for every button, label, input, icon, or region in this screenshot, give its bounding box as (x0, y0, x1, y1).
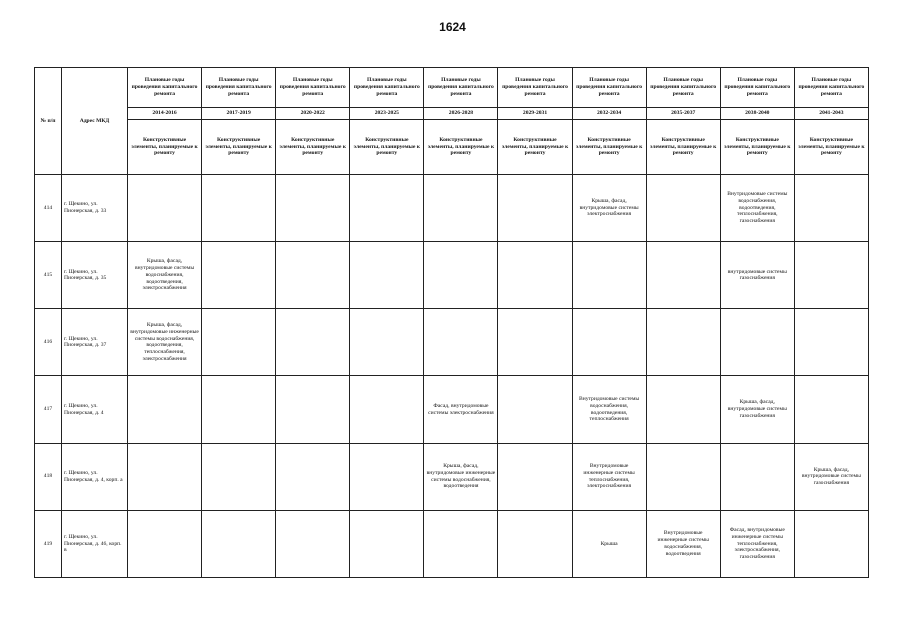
work-cell: Внутридомовые инженерные системы водоснабжения, водоотведения (646, 510, 720, 577)
period-years: 2038-2040 (720, 108, 794, 120)
works-label: Конструктивные элементы, планируемые к ремонту (202, 120, 276, 175)
work-cell (276, 443, 350, 510)
period-title: Плановые годы проведения капитального ремонта (424, 68, 498, 108)
page-number: 1624 (439, 20, 466, 34)
period-years: 2026-2028 (424, 108, 498, 120)
work-cell (202, 309, 276, 376)
row-address: г. Щекино, ул. Пионерская, д. 4 (62, 376, 128, 443)
work-cell (424, 309, 498, 376)
work-cell (646, 376, 720, 443)
row-number: 417 (35, 376, 62, 443)
work-cell (202, 376, 276, 443)
period-title: Плановые годы проведения капитального ремонта (646, 68, 720, 108)
row-number: 416 (35, 309, 62, 376)
work-cell (350, 242, 424, 309)
works-label: Конструктивные элементы, планируемые к ремонту (498, 120, 572, 175)
row-address: г. Щекино, ул. Пионерская, д. 4, корп. а (62, 443, 128, 510)
works-label: Конструктивные элементы, планируемые к ремонту (424, 120, 498, 175)
work-cell (424, 242, 498, 309)
row-number: 419 (35, 510, 62, 577)
work-cell (350, 510, 424, 577)
works-label: Конструктивные элементы, планируемые к ремонту (794, 120, 868, 175)
work-cell (794, 510, 868, 577)
table-body (35, 175, 869, 578)
table-row (35, 309, 869, 376)
work-cell: Крыша, фасад, внутридомовые инженерные системы водоснабжения, водоотведения (424, 443, 498, 510)
work-cell: Внутридомовые системы водоснабжения, водоотведения, теплоснабжения, газоснабжения (720, 175, 794, 242)
header-row-years (35, 108, 869, 120)
work-cell (128, 443, 202, 510)
work-cell (498, 443, 572, 510)
work-cell: Крыша (572, 510, 646, 577)
period-title: Плановые годы проведения капитального ремонта (498, 68, 572, 108)
work-cell (498, 309, 572, 376)
work-cell: Крыша, фасад, внутридомовые системы газоснабжения (720, 376, 794, 443)
works-label: Конструктивные элементы, планируемые к ремонту (276, 120, 350, 175)
work-cell: Крыша, фасад, внутридомовые системы водоснабжения, водоотведения, электроснабжения (128, 242, 202, 309)
work-cell (202, 242, 276, 309)
period-years: 2032-2034 (572, 108, 646, 120)
works-label: Конструктивные элементы, планируемые к ремонту (350, 120, 424, 175)
work-cell (128, 376, 202, 443)
work-cell: Фасад, внутридомовые системы электроснабжения (424, 376, 498, 443)
work-cell (128, 510, 202, 577)
work-cell (720, 309, 794, 376)
header-row-works (35, 120, 869, 175)
row-address: г. Щекино, ул. Пионерская, д. 46, корп. в (62, 510, 128, 577)
work-cell: Внутридомовые инженерные системы теплоснабжения, электроснабжения (572, 443, 646, 510)
work-cell: Крыша, фасад, внутридомовые системы газоснабжения (794, 443, 868, 510)
table-row (35, 242, 869, 309)
works-label: Конструктивные элементы, планируемые к ремонту (572, 120, 646, 175)
period-years: 2029-2031 (498, 108, 572, 120)
work-cell (646, 309, 720, 376)
work-cell (794, 376, 868, 443)
work-cell (646, 175, 720, 242)
row-number: 414 (35, 175, 62, 242)
period-years: 2035-2037 (646, 108, 720, 120)
work-cell (128, 175, 202, 242)
work-cell (498, 510, 572, 577)
row-number: 415 (35, 242, 62, 309)
period-years: 2023-2025 (350, 108, 424, 120)
row-address: г. Щекино, ул. Пионерская, д. 35 (62, 242, 128, 309)
period-years: 2041-2043 (794, 108, 868, 120)
work-cell (720, 443, 794, 510)
table-row (35, 443, 869, 510)
period-years: 2020-2022 (276, 108, 350, 120)
work-cell (646, 242, 720, 309)
work-cell (350, 175, 424, 242)
work-cell (350, 443, 424, 510)
period-title: Плановые годы проведения капитального ремонта (720, 68, 794, 108)
capital-repair-table (34, 67, 869, 578)
works-label: Конструктивные элементы, планируемые к ремонту (720, 120, 794, 175)
period-years: 2017-2019 (202, 108, 276, 120)
work-cell (424, 510, 498, 577)
work-cell (202, 175, 276, 242)
table-row (35, 376, 869, 443)
table-row (35, 510, 869, 577)
work-cell: внутридомовые системы газоснабжения (720, 242, 794, 309)
works-label: Конструктивные элементы, планируемые к ремонту (646, 120, 720, 175)
work-cell (276, 242, 350, 309)
period-title: Плановые годы проведения капитального ремонта (572, 68, 646, 108)
work-cell (276, 510, 350, 577)
work-cell (276, 376, 350, 443)
row-address: г. Щекино, ул. Пионерская, д. 37 (62, 309, 128, 376)
row-address: г. Щекино, ул. Пионерская, д. 33 (62, 175, 128, 242)
period-years: 2014-2016 (128, 108, 202, 120)
table-row (35, 175, 869, 242)
work-cell: Крыша, фасад, внутридомовые системы электроснабжения (572, 175, 646, 242)
work-cell (794, 309, 868, 376)
work-cell: Фасад, внутридомовые инженерные системы теплоснабжения, электроснабжения, газоснабжения (720, 510, 794, 577)
header-row-titles (35, 68, 869, 108)
work-cell (276, 309, 350, 376)
row-number: 418 (35, 443, 62, 510)
work-cell (276, 175, 350, 242)
work-cell (350, 309, 424, 376)
work-cell (350, 376, 424, 443)
work-cell (202, 443, 276, 510)
header-num: № п/п (35, 68, 62, 175)
work-cell: Крыша, фасад, внутридомовые инженерные системы водоснабжения, водоотведения, теплоснабжения, электроснабжения (128, 309, 202, 376)
work-cell (498, 376, 572, 443)
work-cell (572, 242, 646, 309)
period-title: Плановые годы проведения капитального ремонта (350, 68, 424, 108)
header-address: Адрес МКД (62, 68, 128, 175)
period-title: Плановые годы проведения капитального ремонта (794, 68, 868, 108)
period-title: Плановые годы проведения капитального ремонта (202, 68, 276, 108)
work-cell (794, 242, 868, 309)
work-cell (646, 443, 720, 510)
period-title: Плановые годы проведения капитального ремонта (128, 68, 202, 108)
work-cell (202, 510, 276, 577)
work-cell (794, 175, 868, 242)
work-cell (424, 175, 498, 242)
works-label: Конструктивные элементы, планируемые к ремонту (128, 120, 202, 175)
work-cell (498, 175, 572, 242)
work-cell: Внутридомовые системы водоснабжения, водоотведения, теплоснабжения (572, 376, 646, 443)
work-cell (572, 309, 646, 376)
period-title: Плановые годы проведения капитального ремонта (276, 68, 350, 108)
work-cell (498, 242, 572, 309)
